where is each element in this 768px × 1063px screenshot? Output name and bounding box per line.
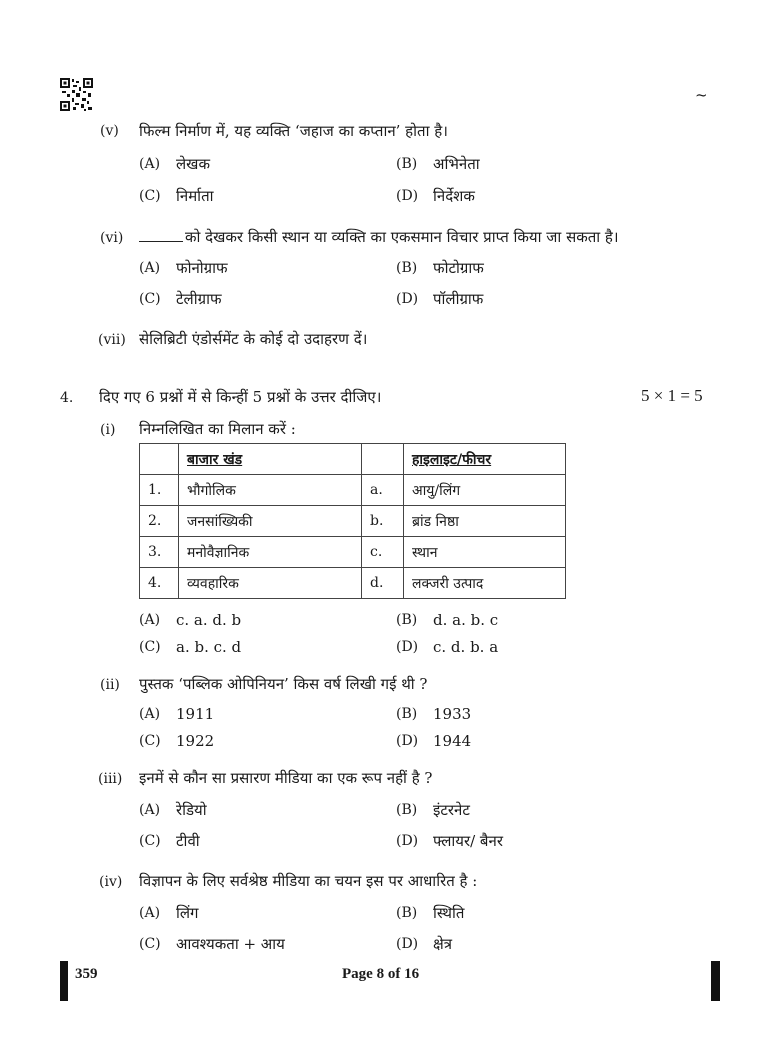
option-label: (D) — [396, 639, 419, 655]
option-label: (B) — [396, 706, 418, 722]
option-text: लेखक — [176, 155, 210, 173]
option-label: (B) — [396, 156, 418, 172]
option-text: आवश्यकता + आय — [176, 935, 285, 953]
option-text: रेडियो — [176, 801, 207, 819]
fill-blank — [139, 227, 183, 242]
row-key: c. — [362, 537, 404, 568]
option-text: 1922 — [176, 732, 215, 750]
option-text: 1933 — [433, 705, 472, 723]
table-cell — [362, 444, 404, 475]
option-label: (B) — [396, 612, 418, 628]
feature-cell: स्थान — [404, 537, 566, 568]
feature-cell: ब्रांड निष्ठा — [404, 506, 566, 537]
row-key: a. — [362, 475, 404, 506]
table-row — [140, 475, 566, 506]
question-number: (iii) — [98, 771, 123, 787]
option-label: (C) — [139, 733, 161, 749]
right-margin-bar — [711, 961, 720, 1001]
option-text: निर्माता — [176, 187, 214, 205]
matching-table — [139, 443, 566, 599]
column-header: बाजार खंड — [179, 444, 362, 475]
option-label: (B) — [396, 905, 418, 921]
question-text: इनमें से कौन सा प्रसारण मीडिया का एक रूप नहीं है ? — [139, 769, 433, 787]
option-text: a. b. c. d — [176, 638, 242, 656]
option-label: (C) — [139, 188, 161, 204]
left-margin-bar — [60, 961, 68, 1001]
question-text-row — [139, 227, 619, 247]
row-number: 4. — [140, 568, 179, 599]
option-label: (B) — [396, 260, 418, 276]
feature-cell: लक्जरी उत्पाद — [404, 568, 566, 599]
option-text: पॉलीग्राफ — [433, 290, 484, 308]
option-text: निर्देशक — [433, 187, 475, 205]
row-number: 1. — [140, 475, 179, 506]
question-text: सेलिब्रिटी एंडोर्समेंट के कोई दो उदाहरण दें। — [139, 330, 368, 348]
paper-code: 359 — [75, 966, 98, 982]
option-text: लिंग — [176, 904, 199, 922]
option-text: टीवी — [176, 832, 200, 850]
segment-cell: भौगोलिक — [179, 475, 362, 506]
table-row — [140, 568, 566, 599]
option-text: 1944 — [433, 732, 472, 750]
option-label: (D) — [396, 291, 419, 307]
option-text: क्षेत्र — [433, 935, 453, 953]
option-label: (C) — [139, 833, 161, 849]
option-label: (D) — [396, 188, 419, 204]
option-text: 1911 — [176, 705, 215, 723]
option-text: फोनोग्राफ — [176, 259, 228, 277]
question-number: (iv) — [99, 874, 123, 890]
option-label: (A) — [139, 905, 161, 921]
question-instruction: दिए गए 6 प्रश्नों में से किन्हीं 5 प्रश्नों के उत्तर दीजिए। — [99, 388, 382, 406]
option-text: स्थिति — [433, 904, 465, 922]
option-text: इंटरनेट — [433, 801, 470, 819]
option-label: (D) — [396, 733, 419, 749]
feature-cell: आयु/लिंग — [404, 475, 566, 506]
row-number: 3. — [140, 537, 179, 568]
segment-cell: व्यवहारिक — [179, 568, 362, 599]
option-label: (D) — [396, 936, 419, 952]
question-text: निम्नलिखित का मिलान करें : — [139, 420, 296, 438]
table-row — [140, 537, 566, 568]
option-label: (C) — [139, 936, 161, 952]
option-text: फ्लायर/ बैनर — [433, 832, 503, 850]
option-label: (A) — [139, 260, 161, 276]
option-text: d. a. b. c — [433, 611, 499, 629]
question-number: 4. — [60, 390, 74, 406]
question-number: (v) — [100, 123, 119, 139]
option-text: टेलीग्राफ — [176, 290, 222, 308]
option-label: (A) — [139, 156, 161, 172]
option-label: (A) — [139, 802, 161, 818]
question-number: (i) — [100, 422, 116, 438]
column-header: हाइलाइट/फीचर — [404, 444, 566, 475]
marks-allocation: 5 × 1 = 5 — [641, 386, 703, 405]
option-label: (A) — [139, 612, 161, 628]
segment-cell: मनोवैज्ञानिक — [179, 537, 362, 568]
segment-cell: जनसांख्यिकी — [179, 506, 362, 537]
row-number: 2. — [140, 506, 179, 537]
header-mark: ~ — [695, 86, 708, 104]
option-label: (A) — [139, 706, 161, 722]
question-number: (ii) — [100, 677, 120, 693]
question-text: फिल्म निर्माण में, यह व्यक्ति ‘जहाज का कप्तान’ होता है। — [139, 122, 448, 140]
qr-code-icon — [60, 78, 93, 111]
option-text: अभिनेता — [433, 155, 480, 173]
option-label: (C) — [139, 291, 161, 307]
row-key: d. — [362, 568, 404, 599]
option-label: (B) — [396, 802, 418, 818]
option-label: (D) — [396, 833, 419, 849]
question-text: को देखकर किसी स्थान या व्यक्ति का एकसमान विचार प्राप्त किया जा सकता है। — [185, 228, 619, 246]
option-text: c. a. d. b — [176, 611, 242, 629]
question-number: (vi) — [100, 230, 124, 246]
row-key: b. — [362, 506, 404, 537]
table-header-row — [140, 444, 566, 475]
option-label: (C) — [139, 639, 161, 655]
page-number: Page 8 of 16 — [342, 966, 420, 982]
question-text: विज्ञापन के लिए सर्वश्रेष्ठ मीडिया का चयन इस पर आधारित है : — [139, 872, 478, 890]
question-text: पुस्तक ‘पब्लिक ओपिनियन’ किस वर्ष लिखी गई थी ? — [139, 675, 428, 693]
option-text: c. d. b. a — [433, 638, 499, 656]
table-cell — [140, 444, 179, 475]
option-text: फोटोग्राफ — [433, 259, 484, 277]
table-row — [140, 506, 566, 537]
question-number: (vii) — [98, 332, 126, 348]
